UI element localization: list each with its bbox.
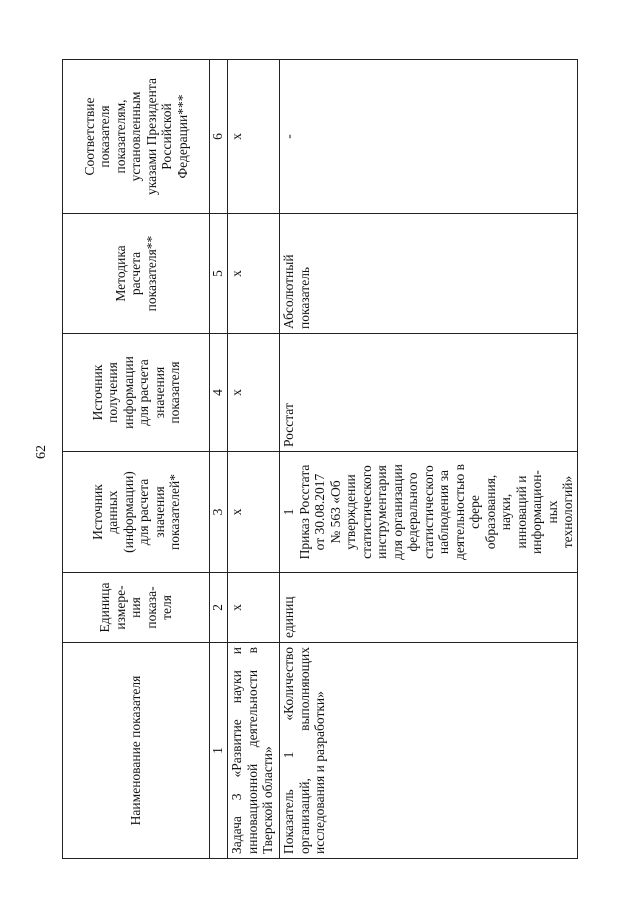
table-row-indicator [280,60,578,859]
header-compliance-line: Российской [159,103,175,170]
header-info-line: для расчета [136,359,151,426]
header-unit-line: измере- [112,585,128,630]
header-info-line: получения [105,362,120,423]
indicator-source-line: № 563 «Об [327,480,343,544]
header-method-line: Методика [112,245,128,302]
indicator-source-line: от 30.08.2017 [312,473,327,551]
indicator-source-line: утверждении [343,474,358,550]
task-name-cell: Задача 3 «Развитие науки и инновационной деятельности в Тверской области» [228,643,280,859]
indicator-source-line: инноваций и [513,475,529,549]
header-compliance-line: установленным [128,91,144,182]
header-compliance [63,60,210,214]
column-number: 1 [210,643,228,859]
header-source-line: (информации) [120,471,136,553]
indicator-source-line: науки, [498,493,513,531]
indicator-source-line: деятельностью в [451,463,467,561]
indicator-source-line: Приказ Росстата [296,464,312,560]
indicator-source-number: 1 [281,508,296,516]
indicator-source-line: ных [544,500,560,524]
column-number: 2 [210,573,228,643]
header-compliance-line: Соответствие [81,97,97,176]
indicator-name-cell: Показатель 1 «Количество организаций, выполняющих исследования и разработки» [280,643,578,859]
header-compliance-line: показателям, [112,99,128,174]
indicator-compliance-cell: - [280,60,578,214]
header-source-line: показателей* [167,474,182,550]
header-info-line: значения [151,366,167,419]
column-number: 4 [210,334,228,452]
indicator-source-line: статистического [420,465,436,559]
header-unit-line: теля [159,595,175,620]
header-source-line: данных [105,490,120,534]
header-source-line: Источник [89,484,105,540]
indicator-source-cell [280,452,578,573]
indicator-source-line: образования, [482,474,498,550]
indicators-table [62,59,578,859]
indicator-source-line: инструментария [374,465,389,559]
task-info-cell: х [228,334,280,452]
page-number: 62 [34,445,49,459]
indicator-unit-cell: единиц [280,573,578,643]
header-info-line: Источник [89,364,105,421]
header-info-line: показателя [167,361,182,424]
indicator-method-cell: Абсолютный показатель [280,214,578,334]
indicator-source-line: информацион- [529,470,544,554]
task-compliance-cell: х [228,60,280,214]
header-method [63,214,210,334]
header-compliance-line: Федерации*** [174,94,190,179]
task-method-cell: х [228,214,280,334]
header-info-line: информации [120,356,136,429]
indicator-source-line: технологий» [560,475,575,549]
header-row [63,60,210,859]
header-unit-line: показа- [143,586,159,629]
header-compliance-line: показателя [97,105,113,168]
indicator-source-line: для организации [389,464,405,560]
indicator-source-line: статистического [358,465,374,559]
column-number: 3 [210,452,228,573]
column-number: 6 [210,60,228,214]
table-row-task [228,60,280,859]
header-name: Наименование показателя [63,643,210,859]
task-unit-cell: х [228,573,280,643]
header-unit [63,573,210,643]
header-info-source [63,334,210,452]
header-method-line: расчета [128,251,144,296]
header-source [63,452,210,573]
header-source-line: для расчета [136,478,151,546]
header-source-line: значения [151,486,167,538]
task-source-cell: х [228,452,280,573]
indicator-source-line: наблюдения за [436,469,451,555]
column-number-row [210,60,228,859]
indicator-info-cell: Росстат [280,334,578,452]
header-method-line: показателя** [143,235,159,312]
indicator-source-line: федерального [405,472,420,552]
column-number: 5 [210,214,228,334]
header-compliance-line: указами Президента [143,78,159,195]
header-unit-line: Единица [97,582,113,633]
indicator-source-line: сфере [467,495,482,529]
header-unit-line: ния [128,597,144,618]
rotated-table-container [62,60,575,859]
